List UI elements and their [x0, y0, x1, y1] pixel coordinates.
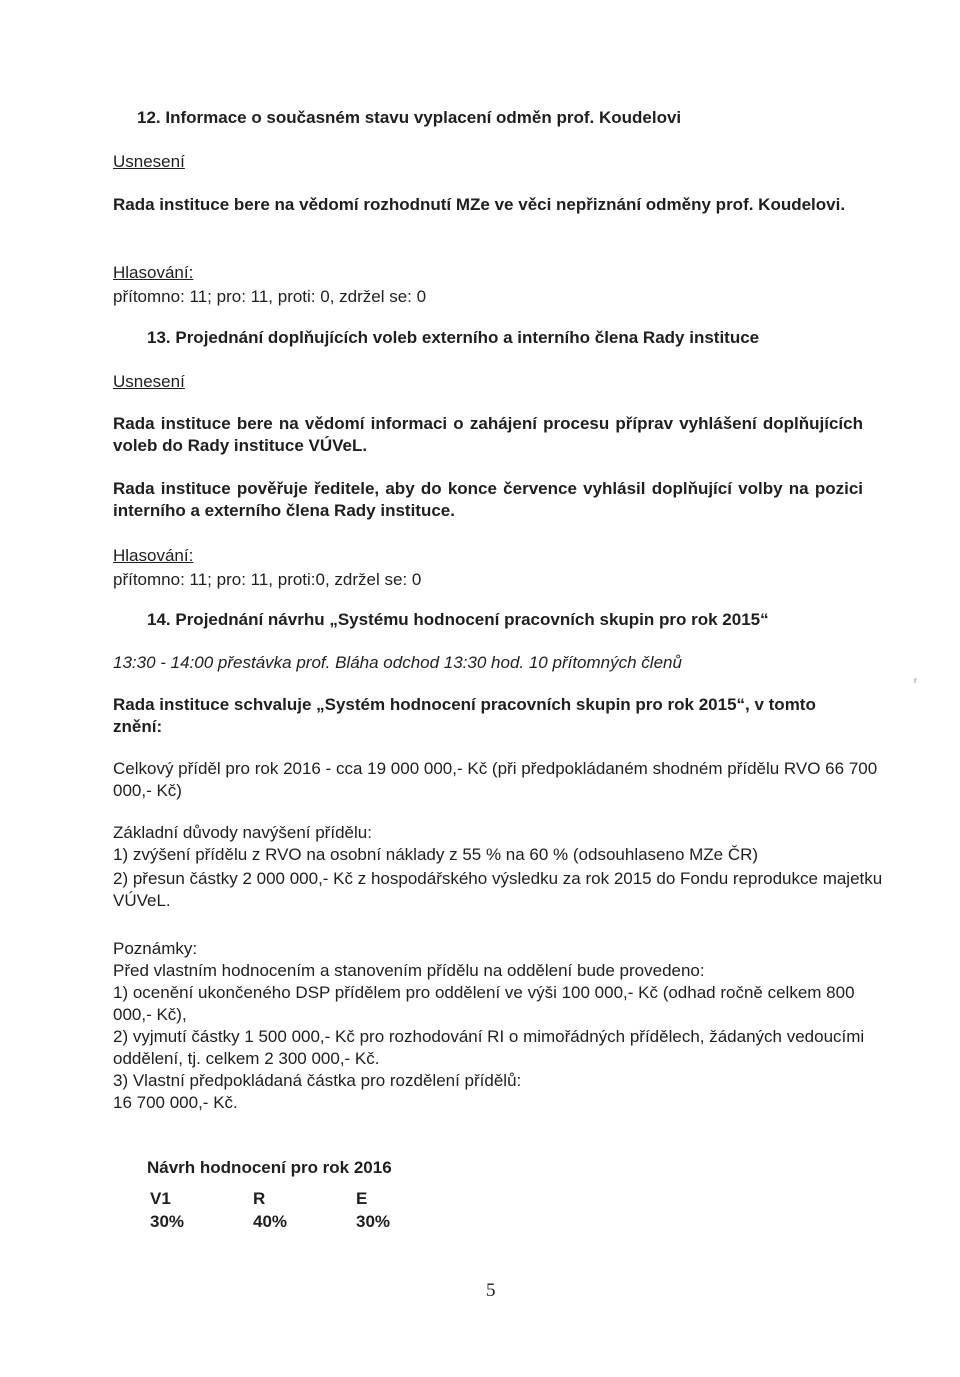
proposal-header-v1: V1 [150, 1189, 171, 1208]
proposal-header-e: E [356, 1189, 368, 1208]
proposal-title: Návrh hodnocení pro rok 2016 [147, 1158, 392, 1177]
notes-list-item: 2) vyjmutí částky 1 500 000,- Kč pro rozhodování RI o mimořádných přídělech, žádaných vedoucími oddělení, tj. celkem 2 300 000,- Kč. [113, 1027, 865, 1068]
item-13-heading: 13. Projednání doplňujících voleb externího a interního člena Rady instituce [147, 328, 760, 347]
proposal-value-e: 30% [356, 1212, 391, 1231]
notes-list-item: 16 700 000,- Kč. [113, 1093, 238, 1112]
stray-mark: ʳ [914, 675, 917, 689]
item-12-resolution-label: Usnesení [113, 152, 185, 171]
item-13-resolution-1: Rada instituce bere na vědomí informaci o zahájení procesu příprav vyhlášení doplňujících voleb do Rady instituce VÚVeL. [113, 414, 863, 455]
item-12-resolution: Rada instituce bere na vědomí rozhodnutí MZe ve věci nepřiznání odměny prof. Koudelovi. [113, 195, 846, 214]
proposal-header-row [150, 1188, 416, 1210]
item-13-vote: přítomno: 11; pro: 11, proti:0, zdržel se: 0 [113, 570, 422, 589]
item-12-heading: 12. Informace o současném stavu vyplacení odměn prof. Koudelovi [137, 108, 682, 127]
item-14-notes [113, 938, 883, 1114]
item-14-allocation: Celkový příděl pro rok 2016 - cca 19 000 000,- Kč (při předpokládaném shodném přídělu RVO 66 700 000,- Kč) [113, 759, 878, 800]
proposal-value-r: 40% [253, 1212, 288, 1231]
notes-list-item: 3) Vlastní předpokládaná částka pro rozdělení přídělů: [113, 1071, 522, 1090]
reasons-title: Základní důvody navýšení přídělu: [113, 823, 372, 842]
reasons-list [113, 844, 883, 912]
reasons-list-item: 2) přesun částky 2 000 000,- Kč z hospodářského výsledku za rok 2015 do Fondu reprodukce majetku VÚVeL. [113, 869, 883, 910]
proposal-value-row [150, 1211, 416, 1233]
page-number: 5 [486, 1280, 496, 1301]
notes-list [113, 982, 883, 1114]
reasons-list-item: 1) zvýšení přídělu z RVO na osobní náklady z 55 % na 60 % (odsouhlaseno MZe ČR) [113, 845, 759, 864]
proposal-header-r: R [253, 1189, 266, 1208]
notes-list-item: 1) ocenění ukončeného DSP přídělem pro oddělení ve výši 100 000,- Kč (odhad ročně celkem 800 000,- Kč), [113, 983, 855, 1024]
item-12-vote-label: Hlasování: [113, 263, 194, 282]
item-14-heading: 14. Projednání návrhu „Systému hodnocení pracovních skupin pro rok 2015“ [147, 610, 769, 629]
notes-title: Poznámky: [113, 939, 198, 958]
proposal-table [150, 1188, 416, 1233]
proposal-value-v1: 30% [150, 1212, 185, 1231]
item-14-resolution: Rada instituce schvaluje „Systém hodnocení pracovních skupin pro rok 2015“, v tomto znění: [113, 695, 816, 736]
item-13-vote-label: Hlasování: [113, 546, 194, 565]
item-14-note: 13:30 - 14:00 přestávka prof. Bláha odchod 13:30 hod. 10 přítomných členů [113, 653, 682, 672]
item-12-vote: přítomno: 11; pro: 11, proti: 0, zdržel se: 0 [113, 287, 427, 306]
item-14-reasons [113, 822, 883, 912]
item-13-resolution-label: Usnesení [113, 372, 185, 391]
notes-intro: Před vlastním hodnocením a stanovením přídělu na oddělení bude provedeno: [113, 961, 705, 980]
item-13-resolution-2: Rada instituce pověřuje ředitele, aby do konce července vyhlásil doplňující volby na pozici interního a externího člena Rady instituce. [113, 479, 863, 520]
